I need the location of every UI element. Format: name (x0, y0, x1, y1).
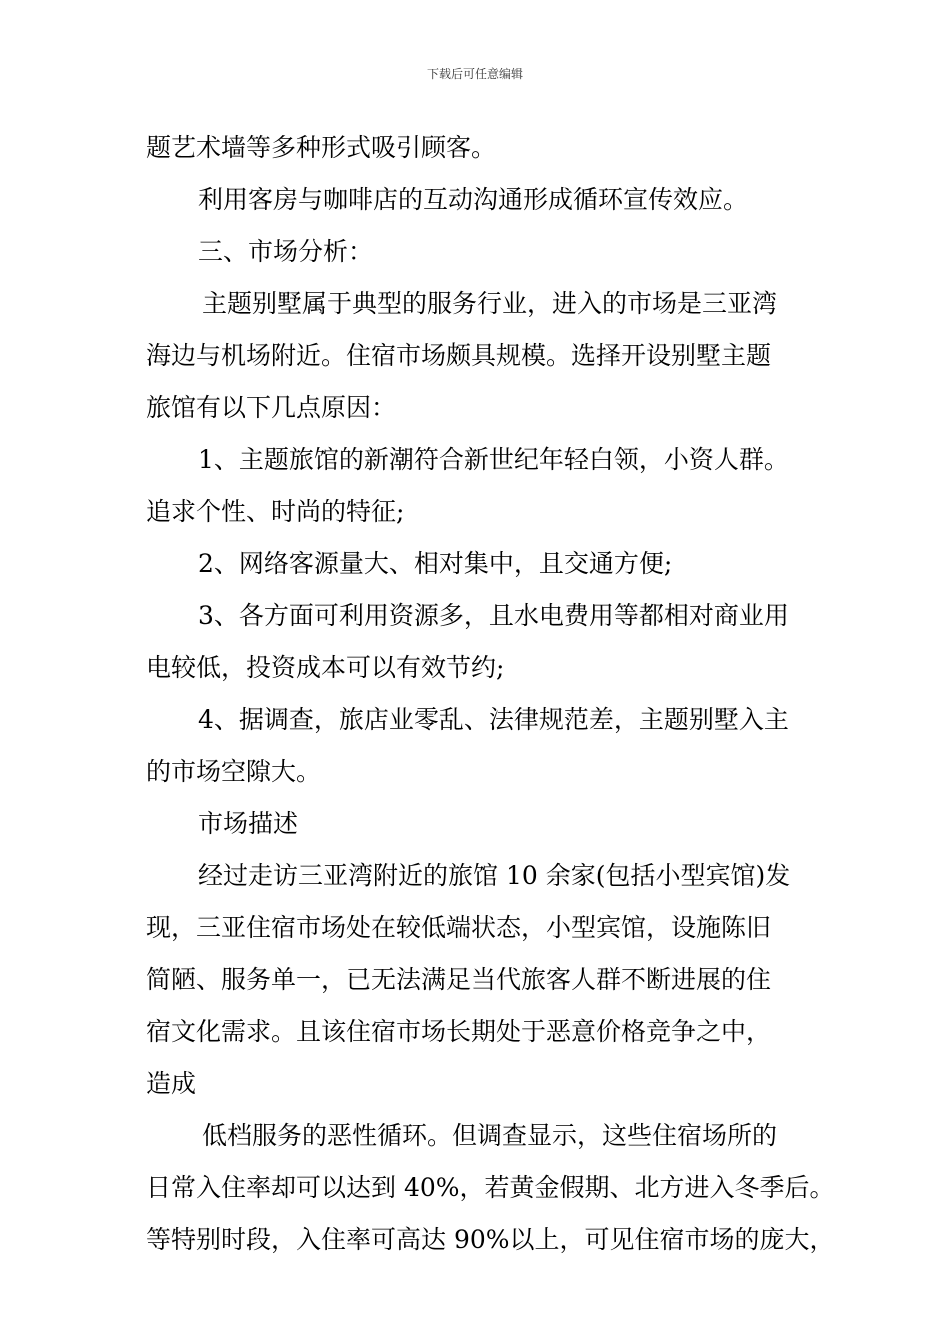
paragraph-line: 旅馆有以下几点原因： (146, 393, 397, 422)
list-item-line: 2、网络客源量大、相对集中，且交通方便; (198, 549, 673, 578)
paragraph-line: 题艺术墙等多种形式吸引顾客。 (146, 133, 497, 162)
list-item-line: 3、各方面可利用资源多，且水电费用等都相对商业用 (198, 601, 789, 630)
list-item-line: 的市场空隙大。 (146, 757, 322, 786)
paragraph-line: 现，三亚住宿市场处在较低端状态，小型宾馆，设施陈旧 (146, 913, 772, 942)
paragraph-line: 日常入住率却可以达到 40%，若黄金假期、北方进入冬季后。 (146, 1173, 835, 1202)
paragraph-line: 等特别时段，入住率可高达 90%以上，可见住宿市场的庞大， (146, 1225, 835, 1254)
list-item-line: 4、据调查，旅店业零乱、法律规范差，主题别墅入主 (198, 705, 789, 734)
section-heading: 市场描述 (198, 809, 299, 838)
paragraph-line: 主题别墅属于典型的服务行业，进入的市场是三亚湾 (202, 289, 778, 318)
paragraph-line: 简陋、服务单一，已无法满足当代旅客人群不断进展的住 (146, 965, 772, 994)
paragraph-line: 海边与机场附近。住宿市场颇具规模。选择开设别墅主题 (146, 341, 772, 370)
list-item-line: 追求个性、时尚的特征; (146, 497, 405, 526)
paragraph-line: 宿文化需求。且该住宿市场长期处于恶意价格竞争之中， (146, 1017, 772, 1046)
list-item-line: 1、主题旅馆的新潮符合新世纪年轻白领，小资人群。 (198, 445, 789, 474)
section-heading: 三、市场分析： (198, 237, 374, 266)
list-item-line: 电较低，投资成本可以有效节约; (146, 653, 505, 682)
paragraph-line: 利用客房与咖啡店的互动沟通形成循环宣传效应。 (198, 185, 749, 214)
paragraph-line: 低档服务的恶性循环。但调查显示，这些住宿场所的 (202, 1121, 778, 1150)
paragraph-line: 造成 (146, 1069, 197, 1098)
page-header-note: 下载后可任意编辑 (426, 67, 523, 81)
paragraph-line: 经过走访三亚湾附近的旅馆 10 余家(包括小型宾馆)发 (198, 861, 791, 890)
